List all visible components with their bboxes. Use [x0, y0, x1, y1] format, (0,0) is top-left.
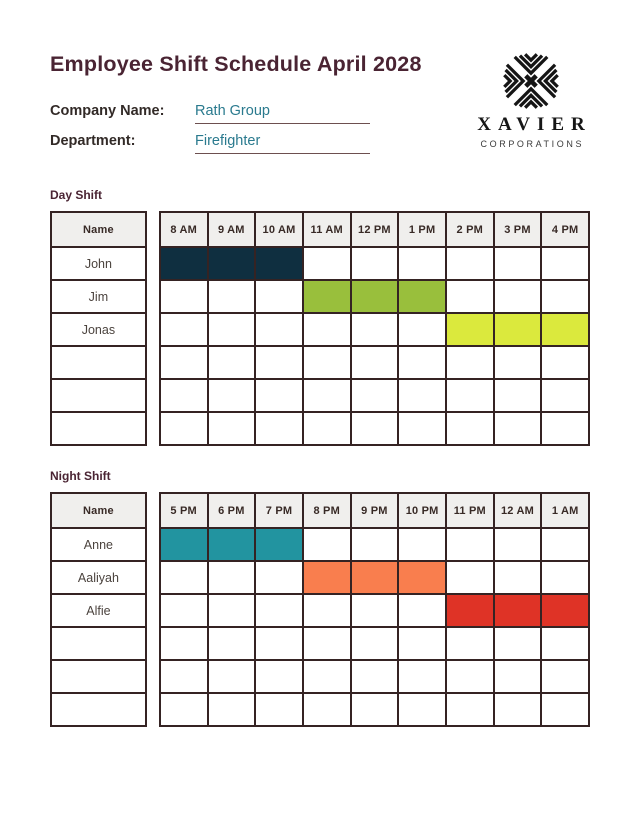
shift-cell[interactable]	[160, 280, 208, 313]
table-row	[160, 594, 589, 627]
time-column-header: 10 AM	[255, 212, 303, 247]
shift-cell[interactable]	[160, 379, 208, 412]
shift-cell[interactable]	[494, 693, 542, 726]
shift-cell[interactable]	[303, 280, 351, 313]
name-column-header: Name	[51, 493, 146, 528]
shift-cell[interactable]	[541, 313, 589, 346]
shift-cell[interactable]	[255, 247, 303, 280]
employee-name-cell[interactable]: Alfie	[51, 594, 146, 627]
shift-cell[interactable]	[160, 561, 208, 594]
shift-cell[interactable]	[398, 660, 446, 693]
employee-name-cell[interactable]: John	[51, 247, 146, 280]
company-name-row	[50, 103, 422, 124]
shift-cell[interactable]	[160, 412, 208, 445]
table-row	[160, 412, 589, 445]
time-column-header: 12 AM	[494, 493, 542, 528]
shift-cell[interactable]	[494, 660, 542, 693]
shift-cell[interactable]	[255, 627, 303, 660]
department-row	[50, 133, 422, 154]
shift-cell[interactable]	[255, 313, 303, 346]
shift-cell[interactable]	[255, 594, 303, 627]
employee-name-cell[interactable]	[51, 379, 146, 412]
time-column-header: 12 PM	[351, 212, 399, 247]
shift-cell[interactable]	[303, 379, 351, 412]
shift-cell[interactable]	[541, 412, 589, 445]
shift-cell[interactable]	[541, 346, 589, 379]
shift-cell[interactable]	[303, 660, 351, 693]
time-column-header: 4 PM	[541, 212, 589, 247]
shift-cell[interactable]	[398, 594, 446, 627]
shift-cell[interactable]	[208, 528, 256, 561]
shift-cell[interactable]	[351, 594, 399, 627]
shift-cell[interactable]	[351, 313, 399, 346]
shift-cell[interactable]	[541, 660, 589, 693]
shift-cell[interactable]	[541, 280, 589, 313]
shift-cell[interactable]	[208, 627, 256, 660]
shift-cell[interactable]	[303, 346, 351, 379]
shift-cell[interactable]	[255, 528, 303, 561]
night-shift-name-table	[50, 492, 147, 727]
shift-cell[interactable]	[446, 627, 494, 660]
company-name-field[interactable]: Rath Group	[195, 103, 370, 124]
time-column-header: 3 PM	[494, 212, 542, 247]
time-column-header: 6 PM	[208, 493, 256, 528]
shift-cell[interactable]	[303, 528, 351, 561]
table-row	[160, 660, 589, 693]
shift-cell[interactable]	[208, 280, 256, 313]
shift-cell[interactable]	[494, 346, 542, 379]
employee-name-cell[interactable]	[51, 346, 146, 379]
shift-cell[interactable]	[351, 412, 399, 445]
shift-cell[interactable]	[446, 594, 494, 627]
table-row	[51, 660, 146, 693]
employee-name-cell[interactable]	[51, 412, 146, 445]
shift-cell[interactable]	[208, 247, 256, 280]
shift-cell[interactable]	[494, 528, 542, 561]
page-title: Employee Shift Schedule April 2028	[50, 52, 422, 76]
shift-cell[interactable]	[541, 528, 589, 561]
info-fields	[50, 103, 422, 154]
shift-cell[interactable]	[351, 561, 399, 594]
shift-cell[interactable]	[208, 594, 256, 627]
table-row	[160, 313, 589, 346]
shift-cell[interactable]	[351, 280, 399, 313]
shift-cell[interactable]	[351, 247, 399, 280]
shift-cell[interactable]	[255, 379, 303, 412]
employee-name-cell[interactable]: Aaliyah	[51, 561, 146, 594]
time-column-header: 9 AM	[208, 212, 256, 247]
day-shift-section	[50, 188, 590, 446]
shift-cell[interactable]	[398, 693, 446, 726]
shift-cell[interactable]	[446, 412, 494, 445]
name-column-header: Name	[51, 212, 146, 247]
shift-cell[interactable]	[541, 247, 589, 280]
time-column-header: 2 PM	[446, 212, 494, 247]
table-row	[160, 693, 589, 726]
time-column-header: 11 AM	[303, 212, 351, 247]
company-name-label: Company Name:	[50, 103, 165, 119]
table-row	[51, 594, 146, 627]
table-row	[51, 379, 146, 412]
shift-cell[interactable]	[398, 412, 446, 445]
day-shift-time-table	[159, 211, 590, 446]
table-row	[160, 379, 589, 412]
table-row	[160, 346, 589, 379]
shift-cell[interactable]	[494, 594, 542, 627]
shift-cell[interactable]	[303, 412, 351, 445]
header-left	[50, 50, 422, 163]
logo-name: XAVIER	[477, 114, 592, 135]
table-row	[51, 493, 146, 528]
shift-cell[interactable]	[446, 693, 494, 726]
shift-cell[interactable]	[398, 346, 446, 379]
department-field[interactable]: Firefighter	[195, 133, 370, 154]
shift-cell[interactable]	[446, 379, 494, 412]
header	[50, 50, 590, 163]
shift-cell[interactable]	[160, 660, 208, 693]
shift-cell[interactable]	[541, 693, 589, 726]
shift-cell[interactable]	[446, 346, 494, 379]
shift-cell[interactable]	[398, 627, 446, 660]
shift-cell[interactable]	[303, 594, 351, 627]
shift-cell[interactable]	[351, 528, 399, 561]
table-row	[51, 280, 146, 313]
shift-cell[interactable]	[446, 561, 494, 594]
shift-cell[interactable]	[160, 693, 208, 726]
table-row	[51, 412, 146, 445]
shift-cell[interactable]	[208, 561, 256, 594]
shift-cell[interactable]	[255, 693, 303, 726]
shift-cell[interactable]	[160, 247, 208, 280]
employee-name-cell[interactable]	[51, 660, 146, 693]
shift-cell[interactable]	[494, 313, 542, 346]
time-column-header: 1 AM	[541, 493, 589, 528]
shift-cell[interactable]	[255, 561, 303, 594]
day-shift-tables	[50, 211, 590, 446]
time-column-header: 1 PM	[398, 212, 446, 247]
table-row	[160, 627, 589, 660]
employee-name-cell[interactable]	[51, 627, 146, 660]
shift-cell[interactable]	[255, 280, 303, 313]
shift-cell[interactable]	[303, 313, 351, 346]
table-row	[160, 247, 589, 280]
shift-cell[interactable]	[398, 280, 446, 313]
shift-cell[interactable]	[160, 528, 208, 561]
shift-cell[interactable]	[208, 660, 256, 693]
table-row	[51, 313, 146, 346]
shift-cell[interactable]	[446, 660, 494, 693]
table-row	[51, 247, 146, 280]
shift-cell[interactable]	[398, 561, 446, 594]
shift-cell[interactable]	[255, 346, 303, 379]
shift-cell[interactable]	[351, 627, 399, 660]
shift-cell[interactable]	[255, 412, 303, 445]
table-row	[51, 212, 146, 247]
shift-cell[interactable]	[446, 247, 494, 280]
night-shift-label: Night Shift	[50, 469, 111, 483]
day-shift-name-table	[50, 211, 147, 446]
time-column-header: 10 PM	[398, 493, 446, 528]
table-row	[51, 693, 146, 726]
shift-cell[interactable]	[351, 379, 399, 412]
shift-cell[interactable]	[398, 528, 446, 561]
shift-cell[interactable]	[494, 627, 542, 660]
time-column-header: 9 PM	[351, 493, 399, 528]
day-shift-label: Day Shift	[50, 188, 103, 202]
shift-cell[interactable]	[494, 379, 542, 412]
employee-name-cell[interactable]: Jonas	[51, 313, 146, 346]
shift-cell[interactable]	[303, 693, 351, 726]
shift-cell[interactable]	[494, 247, 542, 280]
table-row	[51, 627, 146, 660]
table-row	[51, 561, 146, 594]
table-row	[51, 528, 146, 561]
night-shift-time-table	[159, 492, 590, 727]
table-row	[160, 280, 589, 313]
shift-cell[interactable]	[160, 313, 208, 346]
shift-cell[interactable]	[351, 346, 399, 379]
shift-cell[interactable]	[208, 313, 256, 346]
shift-cell[interactable]	[160, 346, 208, 379]
shift-cell[interactable]	[494, 280, 542, 313]
shift-cell[interactable]	[351, 660, 399, 693]
shift-cell[interactable]	[160, 627, 208, 660]
department-label: Department:	[50, 133, 136, 149]
table-row	[160, 561, 589, 594]
night-shift-section	[50, 469, 590, 727]
table-row	[160, 493, 589, 528]
shift-cell[interactable]	[494, 561, 542, 594]
shift-cell[interactable]	[303, 561, 351, 594]
shift-cell[interactable]	[351, 693, 399, 726]
shift-cell[interactable]	[255, 660, 303, 693]
night-shift-tables	[50, 492, 590, 727]
shift-cell[interactable]	[208, 693, 256, 726]
shift-cell[interactable]	[541, 379, 589, 412]
logo-subtitle: CORPORATIONS	[480, 139, 585, 149]
shift-cell[interactable]	[398, 313, 446, 346]
shift-cell[interactable]	[303, 627, 351, 660]
time-column-header: 8 AM	[160, 212, 208, 247]
employee-name-cell[interactable]: Jim	[51, 280, 146, 313]
shift-cell[interactable]	[494, 412, 542, 445]
shift-cell[interactable]	[446, 528, 494, 561]
table-row	[51, 346, 146, 379]
shift-cell[interactable]	[541, 561, 589, 594]
shift-cell[interactable]	[398, 247, 446, 280]
shift-cell[interactable]	[541, 627, 589, 660]
shift-cell[interactable]	[303, 247, 351, 280]
shift-cell[interactable]	[446, 280, 494, 313]
time-column-header: 8 PM	[303, 493, 351, 528]
time-column-header: 5 PM	[160, 493, 208, 528]
time-column-header: 11 PM	[446, 493, 494, 528]
shift-cell[interactable]	[208, 412, 256, 445]
shift-cell[interactable]	[398, 379, 446, 412]
employee-name-cell[interactable]: Anne	[51, 528, 146, 561]
table-row	[160, 528, 589, 561]
shift-cell[interactable]	[541, 594, 589, 627]
employee-name-cell[interactable]	[51, 693, 146, 726]
shift-cell[interactable]	[208, 346, 256, 379]
table-row	[160, 212, 589, 247]
xavier-x-mark-icon	[503, 52, 559, 110]
company-logo	[466, 52, 596, 149]
shift-cell[interactable]	[446, 313, 494, 346]
shift-cell[interactable]	[160, 594, 208, 627]
time-column-header: 7 PM	[255, 493, 303, 528]
shift-cell[interactable]	[208, 379, 256, 412]
